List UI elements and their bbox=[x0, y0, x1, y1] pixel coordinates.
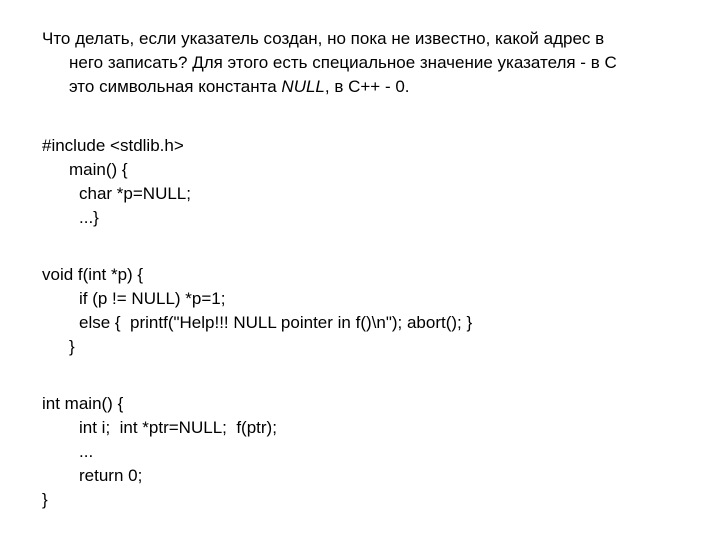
code-block-main bbox=[42, 392, 277, 512]
code-line: else { printf("Help!!! NULL pointer in f()\n"); abort(); } bbox=[79, 313, 473, 332]
intro-line-3 bbox=[42, 75, 682, 99]
code-line: } bbox=[69, 337, 75, 356]
null-constant: NULL bbox=[281, 77, 325, 96]
code-line: main() { bbox=[69, 160, 128, 179]
code-line: char *p=NULL; bbox=[79, 184, 191, 203]
code-line: return 0; bbox=[79, 466, 143, 485]
code-block-function-f bbox=[42, 263, 472, 359]
code-line: ... bbox=[79, 442, 94, 461]
code-block-include bbox=[42, 134, 191, 230]
intro-line-1: Что делать, если указатель создан, но пока не известно, какой адрес в bbox=[42, 29, 605, 48]
intro-paragraph bbox=[42, 27, 682, 99]
intro-line-2: него записать? Для этого есть специальное значение указателя - в С bbox=[69, 53, 617, 72]
code-line: #include <stdlib.h> bbox=[42, 136, 184, 155]
intro-line-3-tail: , в С++ - 0. bbox=[324, 77, 410, 96]
code-line: if (p != NULL) *p=1; bbox=[79, 289, 226, 308]
code-line: int i; int *ptr=NULL; f(ptr); bbox=[79, 418, 277, 437]
intro-line-3-text: это символьная константа bbox=[69, 77, 282, 96]
code-line: int main() { bbox=[42, 394, 124, 413]
code-line: void f(int *p) { bbox=[42, 265, 144, 284]
code-line: ...} bbox=[79, 208, 99, 227]
code-line: } bbox=[42, 490, 48, 509]
